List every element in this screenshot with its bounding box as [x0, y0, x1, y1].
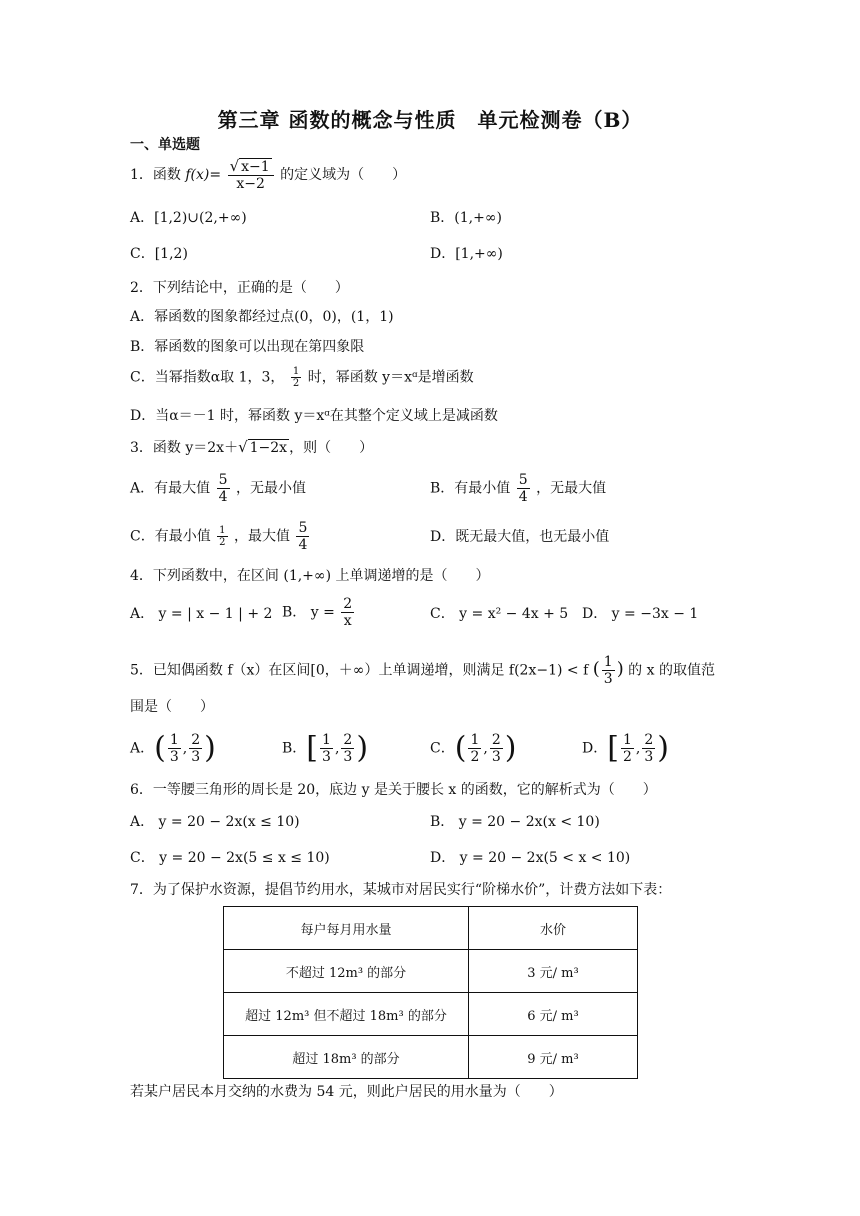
q6-option-c: C． y = 20 − 2x(5 ≤ x ≤ 10) — [130, 850, 330, 866]
q1-option-a: A．[1,2)∪(2,+∞) — [130, 210, 247, 226]
q1-option-c: C．[1,2) — [130, 246, 188, 262]
q4-option-c: C． y = x² − 4x + 5 — [430, 606, 569, 622]
q2-c-pre: C．当幂指数α取 1，3， — [130, 369, 285, 386]
q2-c-fraction: $\frac{1}{2}$ — [292, 366, 300, 389]
q5-option-d: D．[ $\frac{1}{2}$ , $\frac{2}{3}$ ) — [582, 730, 669, 766]
q6-option-a: A． y = 20 − 2x(x ≤ 10) — [130, 814, 300, 830]
q6-option-b: B． y = 20 − 2x(x < 10) — [430, 814, 600, 830]
q3-option-d: D．既无最大值，也无最小值 — [430, 529, 610, 545]
q1-prefix: 1．函数 — [130, 167, 181, 183]
q1-suffix: 的定义域为（ ） — [280, 167, 407, 183]
q1-fx: f(x)= — [185, 167, 222, 183]
q1-numerator: x−1 — [241, 159, 270, 175]
q3-option-b: B．有最小值 $\frac{5}{4}$ ，无最大值 — [430, 472, 607, 505]
question-1 — [130, 158, 406, 192]
page-title: 第三章 函数的概念与性质 单元检测卷（B） — [217, 108, 643, 132]
q5-option-a: A．( $\frac{1}{3}$ , $\frac{2}{3}$ ) — [130, 730, 216, 766]
q3-option-a: A．有最大值 $\frac{5}{4}$ ，无最小值 — [130, 472, 306, 505]
question-4: 4．下列函数中，在区间 (1,+∞) 上单调递增的是（ ） — [130, 568, 490, 584]
section-heading: 一、单选题 — [130, 137, 200, 153]
table-header-row — [224, 907, 638, 950]
question-7: 7．为了保护水资源，提倡节约用水，某城市对居民实行“阶梯水价”，计费方法如下表： — [130, 882, 672, 898]
question-2: 2．下列结论中，正确的是（ ） — [130, 280, 349, 296]
q2-option-b: B．幂函数的图象可以出现在第四象限 — [130, 339, 365, 355]
q5-option-b: B．[ $\frac{1}{3}$ , $\frac{2}{3}$ ) — [282, 730, 369, 766]
q3-option-c: C．有最小值 $\frac{1}{2}$ ，最大值 $\frac{5}{4}$ — [130, 520, 308, 553]
q4-option-b: B． y = $\frac{2}{x}$ — [282, 596, 353, 629]
question-6: 6．一等腰三角形的周长是 20，底边 y 是关于腰长 x 的函数，它的解析式为（ ） — [130, 782, 657, 798]
q2-c-post: 时，幂函数 y＝xᵅ是增函数 — [307, 369, 474, 386]
table-row — [224, 1036, 638, 1079]
table-cell: 6 元/ m³ — [469, 993, 638, 1036]
table-cell: 9 元/ m³ — [469, 1036, 638, 1079]
q4-option-d: D． y = −3x − 1 — [582, 606, 699, 622]
q5-option-c: C．( $\frac{1}{2}$ , $\frac{2}{3}$ ) — [430, 730, 517, 766]
question-3: 3．函数 y＝2x＋√ 1−2x ，则（ ） — [130, 438, 374, 456]
q1-option-b: B．(1,+∞) — [430, 210, 502, 226]
q2-option-c — [130, 366, 474, 389]
q1-fraction: $\frac{√ x-1}{x-2}$ — [228, 158, 274, 192]
q3-radicand: 1−2x — [249, 440, 288, 456]
q1-option-d: D．[1,+∞) — [430, 246, 503, 262]
question-5: 5．已知偶函数 f（x）在区间[0，＋∞）上单调递增，则满足 f(2x−1) < f ( $\frac{1}{3}$ ) 的 x 的取值范 — [130, 654, 715, 687]
q2-option-a: A．幂函数的图象都经过点(0，0)，(1，1) — [130, 309, 394, 325]
question-7-footer: 若某户居民本月交纳的水费为 54 元，则此户居民的用水量为（ ） — [130, 1084, 563, 1100]
table-row — [224, 950, 638, 993]
question-5-line-2: 围是（ ） — [130, 699, 214, 715]
table-cell: 超过 18m³ 的部分 — [224, 1036, 469, 1079]
table-cell: 3 元/ m³ — [469, 950, 638, 993]
table-header-cell: 水价 — [469, 907, 638, 950]
q4-option-a: A． y = | x − 1 | + 2 — [130, 606, 273, 622]
q2-option-d: D．当α＝－1 时，幂函数 y＝xᵅ在其整个定义域上是减函数 — [130, 408, 498, 424]
table-cell: 超过 12m³ 但不超过 18m³ 的部分 — [224, 993, 469, 1036]
water-price-table — [223, 906, 638, 1079]
q6-option-d: D． y = 20 − 2x(5 < x < 10) — [430, 850, 631, 866]
table-cell: 不超过 12m³ 的部分 — [224, 950, 469, 993]
table-row — [224, 993, 638, 1036]
table-header-cell: 每户每月用水量 — [224, 907, 469, 950]
q1-denominator: x−2 — [236, 176, 265, 192]
